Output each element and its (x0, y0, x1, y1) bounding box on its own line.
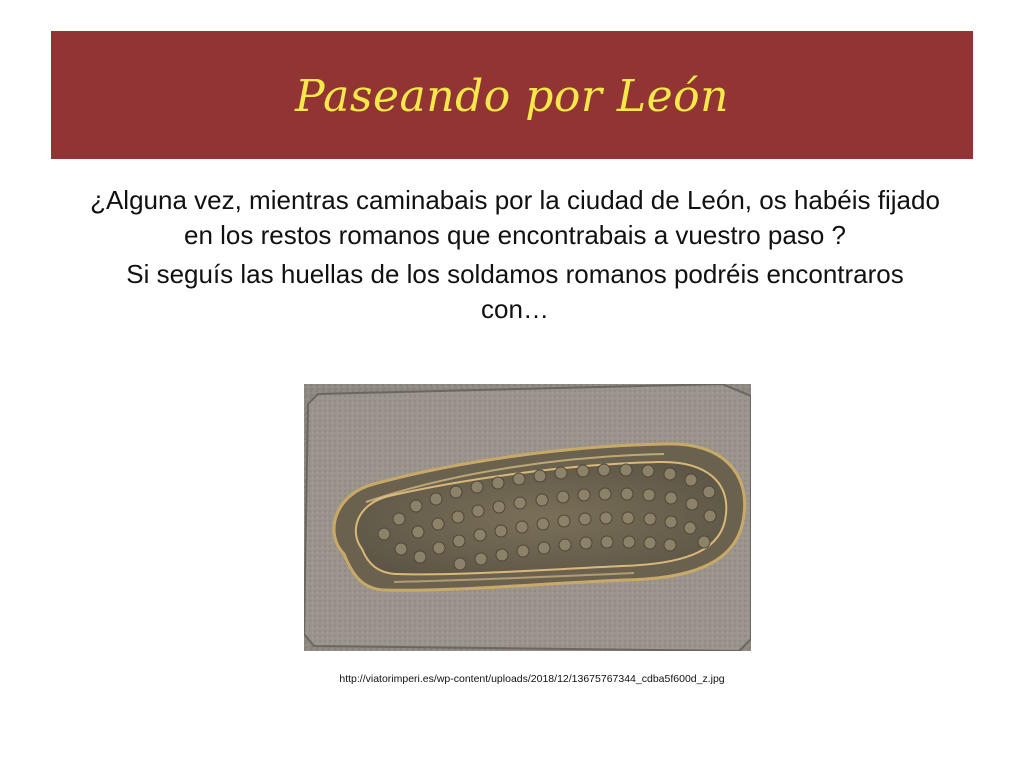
body-paragraph-question: ¿Alguna vez, mientras caminabais por la ciudad de León, os habéis fijado en los restos romanos que encontrabais a vuestro paso ? (90, 185, 940, 250)
footprint-photo (304, 384, 751, 651)
slide-title: Paseando por León (295, 70, 729, 122)
title-bar (51, 31, 973, 159)
slide-body (90, 183, 940, 327)
footprint-image (304, 384, 751, 651)
body-paragraph-footprints: Si seguís las huellas de los soldamos romanos podréis encontraros con… (126, 259, 904, 324)
image-source-url[interactable]: http://viatorimperi.es/wp-content/uploads/2018/12/13675767344_cdba5f600d_z.jpg (339, 673, 725, 685)
